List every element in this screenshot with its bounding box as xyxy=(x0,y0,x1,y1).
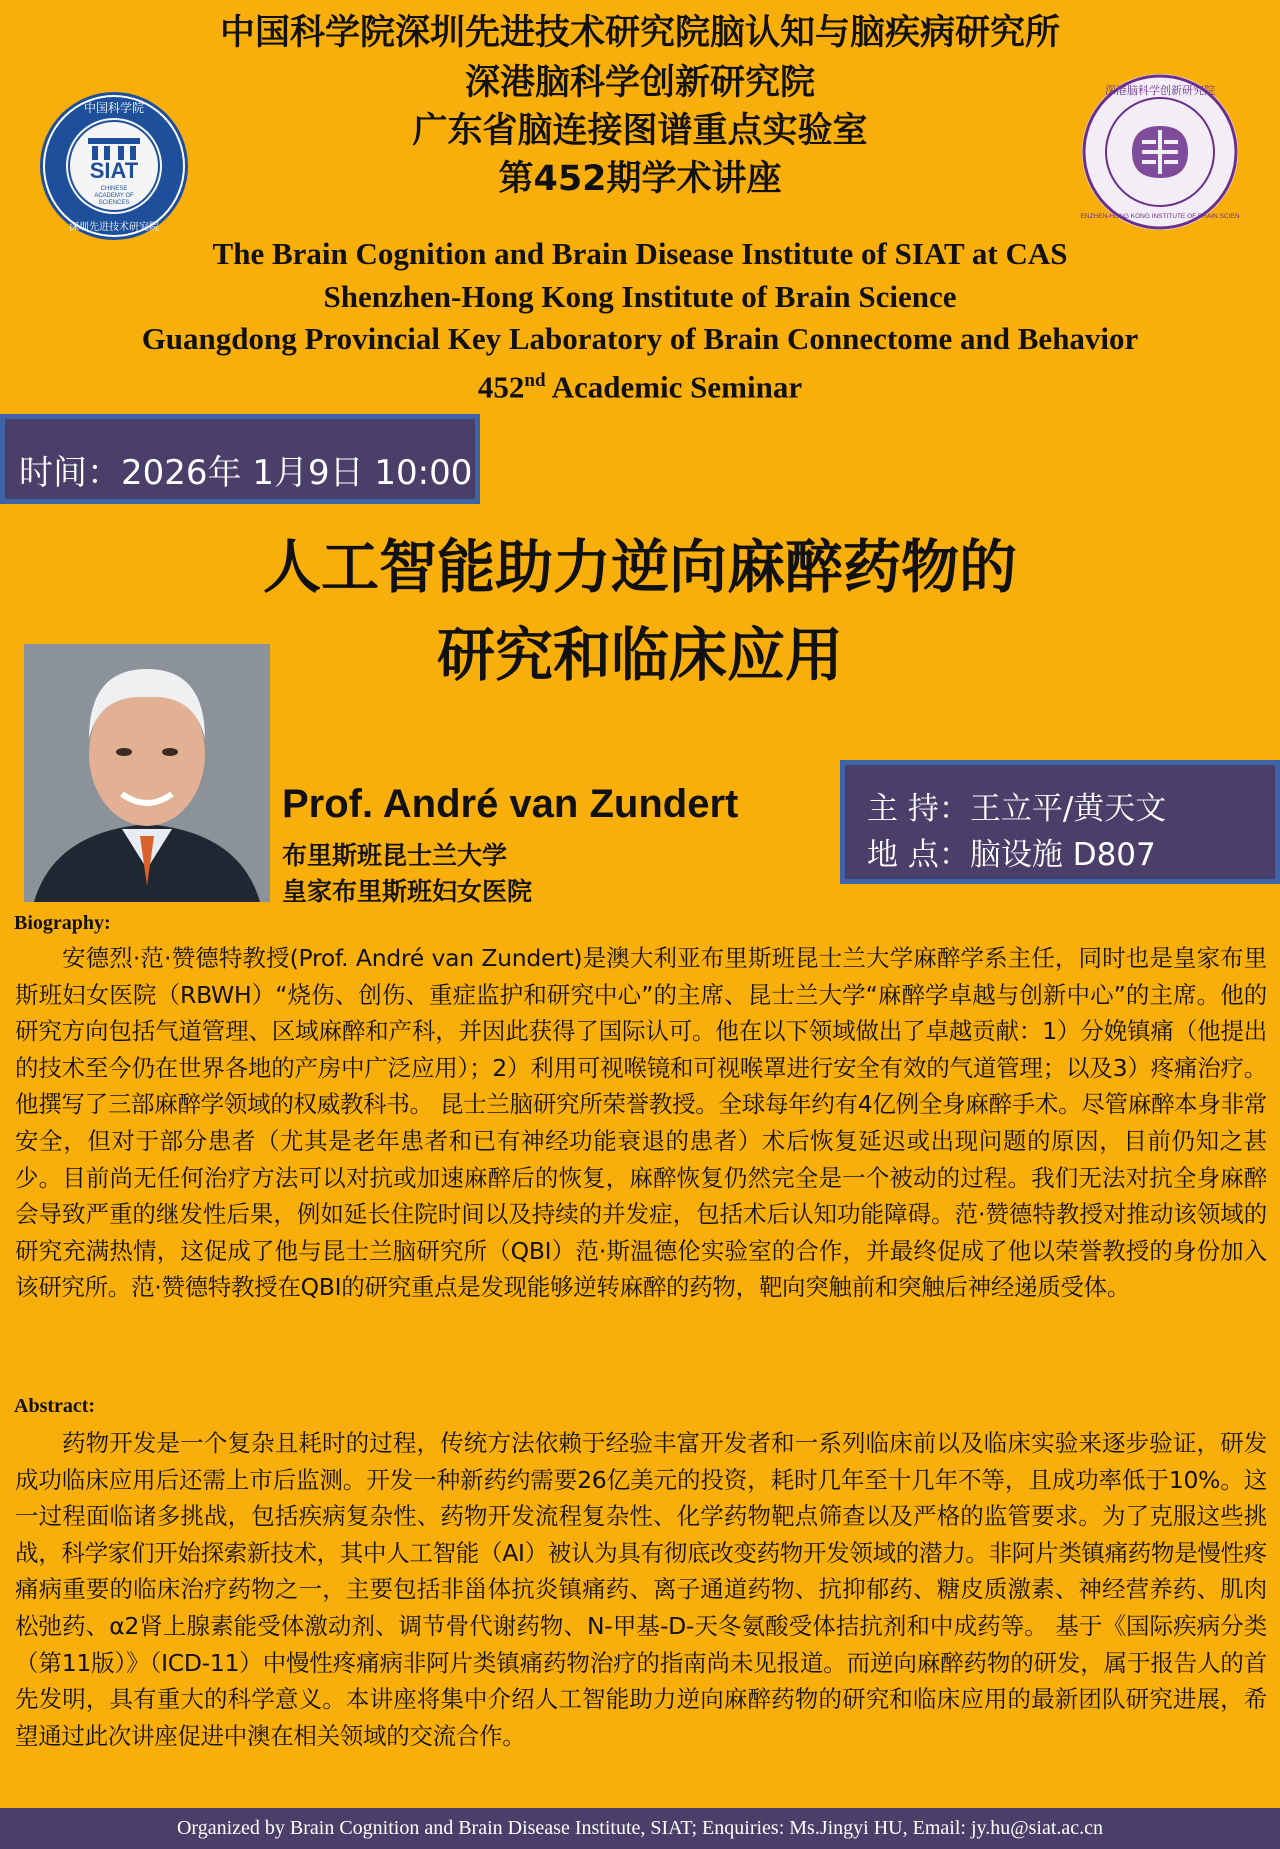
host-location-box xyxy=(840,760,1280,884)
header-en-line-1: The Brain Cognition and Brain Disease Institute of SIAT at CAS xyxy=(212,236,1068,271)
svg-text:CHINESE: CHINESE xyxy=(100,186,128,192)
lecture-title-line-2: 研究和临床应用 xyxy=(436,621,843,689)
location-line: 地 点：脑设施 D807 xyxy=(867,837,1156,873)
footer-text: Organized by Brain Cognition and Brain Disease Institute, SIAT; Enquiries: Ms.Jingyi HU, Email: jy.hu@siat.ac.cn xyxy=(176,1817,1104,1839)
speaker-affiliation-1: 布里斯班昆士兰大学 xyxy=(282,841,508,870)
svg-text:深港脑科学创新研究院: 深港脑科学创新研究院 xyxy=(1105,84,1215,97)
time-box xyxy=(0,414,480,504)
svg-text:深圳先进技术研究院: 深圳先进技术研究院 xyxy=(69,222,159,233)
brain-institute-logo-icon xyxy=(1080,72,1240,232)
svg-text:SCIENCES: SCIENCES xyxy=(98,200,130,206)
header-cn-line-1: 中国科学院深圳先进技术研究院脑认知与脑疾病研究所 xyxy=(219,13,1060,53)
lecture-title-line-1: 人工智能助力逆向麻醉药物的 xyxy=(262,533,1017,601)
header-en-line-4: 452nd Academic Seminar xyxy=(477,369,803,405)
abstract-label: Abstract: xyxy=(14,1395,96,1417)
svg-text:SIAT: SIAT xyxy=(89,158,139,183)
abstract-text: 药物开发是一个复杂且耗时的过程，传统方法依赖于经验丰富开发者和一系列临床前以及临床实验来逐步验证，研发成功临床应用后还需上市后监测。开发一种新药约需要26亿美元的投资，耗时几年至十几年不等，且成功率低于10%。这一过程面临诸多挑战，包括疾病复杂性、药物开发流程复杂性、化学药物靶点筛查以及严格的监管要求。为了克服这些挑战，科学家们开始探索新技术，其中人工智能（AI）被认为具有彻底改变药物开发领域的潜力。非阿片类镇痛药物是慢性疼痛病重要的临床治疗药物之一，主要包括非甾体抗炎镇痛药、离子通道药物、抗抑郁药、糖皮质激素、神经营养药、肌肉松弛药、α2肾上腺素能受体激动剂、调节骨代谢药物、N-甲基-D-天冬氨酸受体拮抗剂和中成药等。 基于《国际疾病分类（第11版）》（ICD-11）中慢性疼痛病非阿片类镇痛药物治疗的指南尚未见报道。而逆向麻醉药物的研发，属于报告人的首先发明，具有重大的科学意义。本讲座将集中介绍人工智能助力逆向麻醉药物的研究和临床应用的最新团队研究进展，希望通过此次讲座促进中澳在相关领域的交流合作。 xyxy=(15,1429,1268,1750)
biography-label: Biography: xyxy=(14,912,111,934)
svg-text:中国科学院: 中国科学院 xyxy=(83,101,145,115)
header-en-line-3: Guangdong Provincial Key Laboratory of Brain Connectome and Behavior xyxy=(141,321,1139,356)
biography-text: 安德烈·范·赞德特教授(Prof. André van Zundert)是澳大利亚布里斯班昆士兰大学麻醉学系主任，同时也是皇家布里斯班妇女医院（RBWH）“烧伤、创伤、重症监护和研究中心”的主席、昆士兰大学“麻醉学卓越与创新中心”的主席。他的研究方向包括气道管理、区域麻醉和产科，并因此获得了国际认可。他在以下领域做出了卓越贡献：1）分娩镇痛（他提出的技术至今仍在世界各地的产房中广泛应用）；2）利用可视喉镜和可视喉罩进行安全有效的气道管理；以及3）疼痛治疗。他撰写了三部麻醉学领域的权威教科书。 昆士兰脑研究所荣誉教授。全球每年约有4亿例全身麻醉手术。尽管麻醉本身非常安全，但对于部分患者（尤其是老年患者和已有神经功能衰退的患者）术后恢复延迟或出现问题的原因，目前仍知之甚少。目前尚无任何治疗方法可以对抗或加速麻醉后的恢复，麻醉恢复仍然完全是一个被动的过程。我们无法对抗全身麻醉会导致严重的继发性后果，例如延长住院时间以及持续的并发症，包括术后认知功能障碍。范·赞德特教授对推动该领域的研究充满热情，这促成了他与昆士兰脑研究所（QBI）范·斯温德伦实验室的合作，并最终促成了他以荣誉教授的身份加入该研究所。范·赞德特教授在QBI的研究重点是发现能够逆转麻醉的药物，靶向突触前和突触后神经递质受体。 xyxy=(15,944,1267,1302)
header-cn-line-3: 广东省脑连接图谱重点实验室 xyxy=(412,111,868,151)
footer-bar xyxy=(0,1808,1280,1849)
header-en-line-2: Shenzhen-Hong Kong Institute of Brain Science xyxy=(323,279,957,314)
svg-text:ACADEMY OF: ACADEMY OF xyxy=(94,193,134,199)
header-cn-line-2: 深港脑科学创新研究院 xyxy=(464,63,815,103)
speaker-name: Prof. André van Zundert xyxy=(282,782,739,826)
speaker-photo xyxy=(24,644,270,902)
svg-text:SHENZHEN-HONG KONG INSTITUTE O: SHENZHEN-HONG KONG INSTITUTE OF BRAIN SCIENCE xyxy=(1080,213,1240,220)
header-cn-line-4: 第452期学术讲座 xyxy=(498,159,782,199)
siat-logo-icon xyxy=(38,90,190,242)
time-text: 时间：2026年 1月9日 10:00 xyxy=(19,453,473,493)
host-line: 主 持：王立平/黄天文 xyxy=(867,791,1167,827)
speaker-affiliation-2: 皇家布里斯班妇女医院 xyxy=(282,877,533,906)
